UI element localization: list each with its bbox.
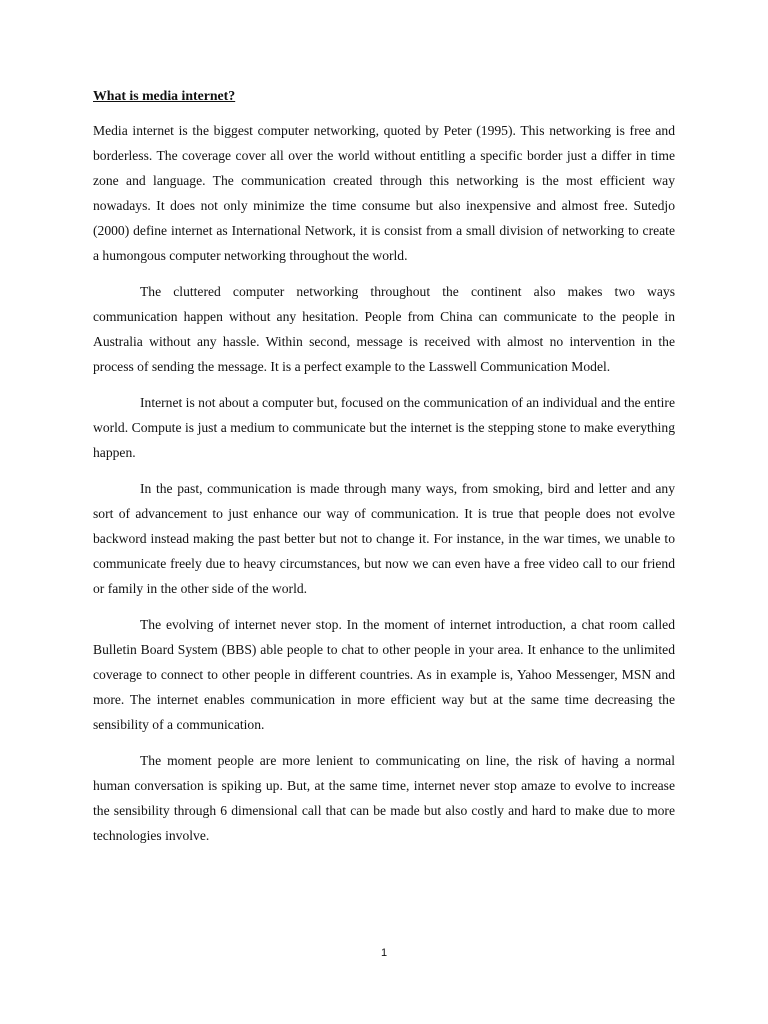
paragraph-3: Internet is not about a computer but, focused on the communication of an individual and the entire world. Compute is just a medium to communicate but the internet is the stepping stone to make everything happen. xyxy=(93,395,675,460)
paragraph-6: The moment people are more lenient to communicating on line, the risk of having a normal human conversation is spiking up. But, at the same time, internet never stop amaze to evolve to increase the sensibility through 6 dimensional call that can be made but also costly and hard to make due to more technologies involve. xyxy=(93,753,675,843)
paragraph-4: In the past, communication is made through many ways, from smoking, bird and letter and any sort of advancement to just enhance our way of communication. It is true that people does not evolve backword instead making the past better but not to change it. For instance, in the war times, we unable to communicate freely due to heavy circumstances, but now we can even have a free video call to our friend or family in the other side of the world. xyxy=(93,481,675,596)
page-number: 1 xyxy=(380,947,388,959)
paragraph-2: The cluttered computer networking throughout the continent also makes two ways communication happen without any hesitation. People from China can communicate to the people in Australia without any hassle. Within second, message is received with almost no intervention in the process of sending the message. It is a perfect example to the Lasswell Communication Model. xyxy=(93,284,675,374)
paragraph-1: Media internet is the biggest computer networking, quoted by Peter (1995). This networking is free and borderless. The coverage cover all over the world without entitling a specific border just a differ in time zone and language. The communication created through this networking is the most efficient way nowadays. It does not only minimize the time consume but also inexpensive and almost free. Sutedjo (2000) define internet as International Network, it is consist from a small division of networking to create a humongous computer networking throughout the world. xyxy=(93,123,675,263)
document-body xyxy=(93,86,675,859)
document-heading: What is media internet? xyxy=(93,88,236,103)
paragraph-5: The evolving of internet never stop. In the moment of internet introduction, a chat room called Bulletin Board System (BBS) able people to chat to other people in your area. It enhance to the unlimited coverage to connect to other people in different countries. As in example is, Yahoo Messenger, MSN and more. The internet enables communication in more efficient way but at the same time decreasing the sensibility of a communication. xyxy=(93,617,675,732)
